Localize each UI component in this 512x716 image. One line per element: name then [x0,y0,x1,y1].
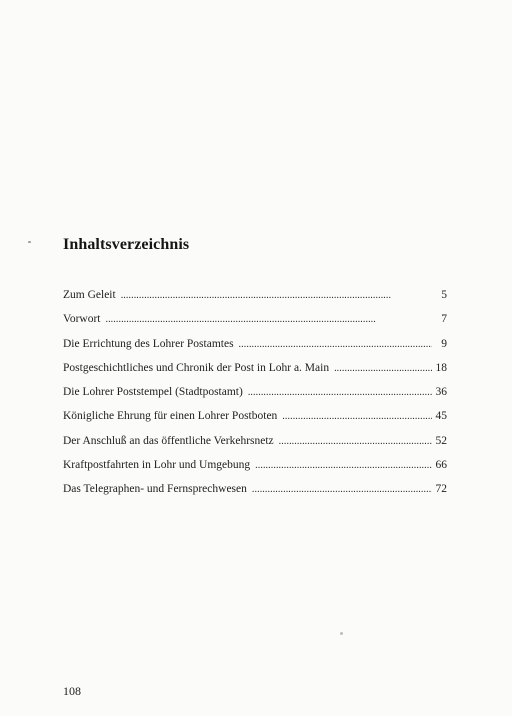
toc-entry-page: 5 [441,289,447,301]
scan-speck [28,241,31,243]
toc-dot-leader [334,363,432,374]
toc-heading: Inhaltsverzeichnis [63,236,190,253]
toc-entry-page: 45 [435,410,447,423]
toc-entry[interactable] [63,289,447,313]
toc-dot-leader [105,314,432,325]
toc-entry-page: 36 [435,386,447,399]
toc-entry-title: Das Telegraphen- und Fernsprechwesen [63,483,247,496]
toc-entry[interactable] [63,362,447,386]
toc-entry-title: Kraftpostfahrten in Lohr und Umgebung [63,459,251,472]
toc-entry-page: 7 [441,313,447,326]
toc-dot-leader [282,411,432,422]
toc-entry[interactable] [63,386,447,410]
toc-entry[interactable] [63,410,447,434]
toc-entry-page: 52 [435,434,447,447]
toc-entry[interactable] [63,313,447,337]
toc-dot-leader [248,387,432,398]
page-number: 108 [63,684,81,698]
toc-dot-leader [255,460,432,471]
toc-entry[interactable] [63,435,447,459]
toc-entry[interactable] [63,338,447,362]
toc-entry-title: Der Anschluß an das öffentliche Verkehrsnetz [63,434,274,447]
toc-entry-title: Zum Geleit [63,289,116,301]
toc-dot-leader [252,484,432,495]
toc-entry-page: 9 [441,337,447,350]
toc-entry[interactable] [63,483,447,507]
scan-speck [340,632,343,635]
toc-dot-leader [121,290,432,301]
toc-entry-title: Postgeschichtliches und Chronik der Post in Lohr a. Main [63,361,330,374]
toc-entry-title: Vorwort [63,313,101,326]
toc-entry-page: 72 [435,483,447,496]
toc-entry-title: Die Lohrer Poststempel (Stadtpostamt) [63,386,243,399]
toc-dot-leader [279,436,432,447]
toc-entry-page: 18 [435,361,447,374]
toc-dot-leader [239,339,432,350]
toc-entry-title: Die Errichtung des Lohrer Postamtes [63,337,234,350]
toc-entry-title: Königliche Ehrung für einen Lohrer Postboten [63,410,278,423]
toc-entry[interactable] [63,459,447,483]
toc-list [63,289,447,508]
toc-entry-page: 66 [435,459,447,472]
